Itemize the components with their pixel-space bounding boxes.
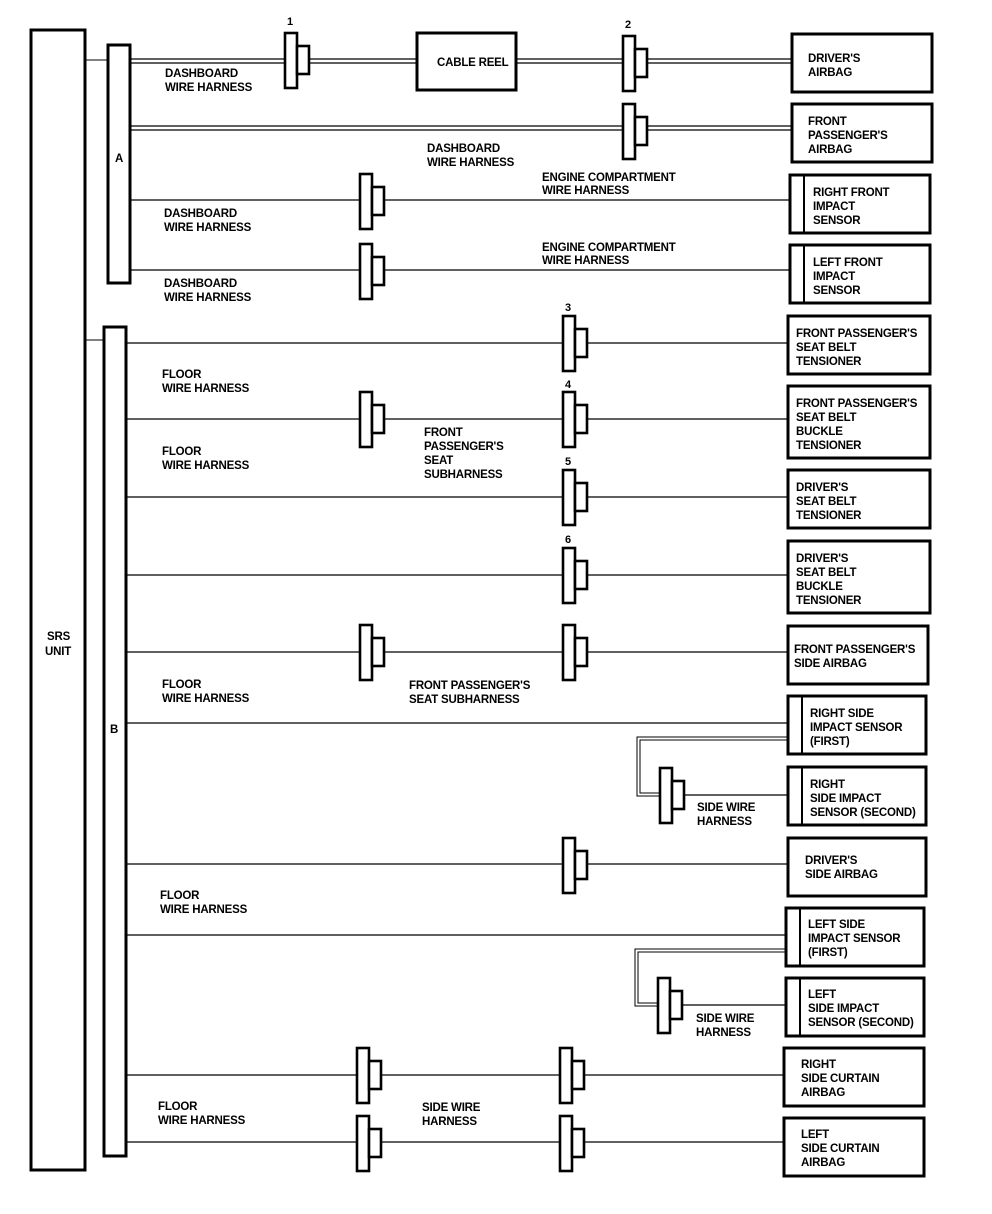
svg-text:DRIVER'SAIRBAG: DRIVER'S AIRBAG: [808, 53, 861, 79]
component-left-side-impact-sensor-second: [786, 978, 924, 1036]
svg-text:FRONT PASSENGER'SSEAT BELTTENS: FRONT PASSENGER'S SEAT BELT TENSIONER: [796, 328, 918, 368]
harness-label-floor-2: FLOOR WIRE HARNESS: [162, 446, 250, 472]
svg-text:FRONT PASSENGER'SSIDE AIRBAG: FRONT PASSENGER'S SIDE AIRBAG: [794, 644, 916, 670]
connector-r-curtain-b: [560, 1048, 584, 1103]
component-drivers-seat-belt-tensioner: [788, 470, 930, 528]
component-left-front-impact-sensor: [790, 245, 930, 303]
harness-label-side-3: SIDE WIRE HARNESS: [422, 1102, 481, 1128]
component-drivers-seat-belt-buckle-tensioner: [788, 541, 930, 613]
connector-r-curtain-a: [357, 1048, 381, 1103]
wire-right-side-impact-sensors: [126, 723, 788, 796]
connector-fp-seat-sub-1: [360, 392, 384, 447]
harness-label-floor-3: FLOOR WIRE HARNESS: [162, 679, 250, 705]
component-right-side-impact-sensor-first: [788, 696, 926, 754]
connector-left-side-wire: [658, 978, 682, 1033]
svg-text:FRONT PASSENGER'SSEAT BELTBUCK: FRONT PASSENGER'S SEAT BELT BUCKLE TENSIONER: [796, 398, 918, 452]
connector-1: [285, 33, 309, 88]
harness-label-side-2: SIDE WIRE HARNESS: [696, 1013, 755, 1039]
connector-fp-seat-sub-2a: [360, 625, 384, 680]
svg-text:LEFTSIDE IMPACTSENSOR (SECOND): LEFT SIDE IMPACT SENSOR (SECOND): [808, 989, 914, 1029]
harness-label-dashboard-3: DASHBOARD WIRE HARNESS: [164, 208, 252, 234]
connector-2: [623, 36, 647, 91]
svg-text:DRIVER'SSEAT BELTBUCKLETENSION: DRIVER'S SEAT BELT BUCKLE TENSIONER: [796, 553, 862, 607]
harness-label-dashboard-1: DASHBOARD WIRE HARNESS: [165, 68, 253, 94]
harness-label-floor-1: FLOOR WIRE HARNESS: [162, 369, 250, 395]
harness-label-fp-seat-sub-2: FRONT PASSENGER'S SEAT SUBHARNESS: [409, 680, 531, 706]
component-right-front-impact-sensor: [790, 175, 930, 233]
wire-left-side-impact-sensors: [126, 935, 788, 1006]
svg-text:LEFT SIDEIMPACT SENSOR(FIRST): LEFT SIDE IMPACT SENSOR (FIRST): [808, 919, 901, 959]
component-left-side-impact-sensor-first: [786, 908, 924, 966]
connector-number-6: 6: [565, 534, 571, 546]
component-right-side-impact-sensor-second: [788, 767, 926, 825]
connector-l-curtain-b: [560, 1116, 584, 1171]
block-a-label: A: [115, 153, 124, 165]
connector-number-4: 4: [565, 379, 571, 391]
component-drivers-airbag: [792, 34, 932, 92]
harness-label-dashboard-2: DASHBOARD WIRE HARNESS: [427, 143, 515, 169]
harness-label-dashboard-4: DASHBOARD WIRE HARNESS: [164, 278, 252, 304]
connector-number-3: 3: [565, 302, 571, 314]
component-front-passengers-airbag: [792, 104, 932, 162]
svg-text:DRIVER'SSIDE AIRBAG: DRIVER'S SIDE AIRBAG: [805, 855, 878, 881]
connector-number-5: 5: [565, 456, 571, 468]
svg-text:LEFTSIDE CURTAINAIRBAG: LEFT SIDE CURTAIN AIRBAG: [801, 1129, 880, 1169]
connector-rf-impact: [360, 174, 384, 229]
svg-text:LEFT FRONTIMPACTSENSOR: LEFT FRONT IMPACT SENSOR: [813, 257, 883, 297]
svg-text:DRIVER'SSEAT BELTTENSIONER: DRIVER'S SEAT BELT TENSIONER: [796, 482, 862, 522]
component-right-side-curtain-airbag: [784, 1048, 924, 1106]
svg-text:RIGHT FRONTIMPACTSENSOR: RIGHT FRONT IMPACT SENSOR: [813, 187, 890, 227]
svg-text:RIGHTSIDE CURTAINAIRBAG: RIGHT SIDE CURTAIN AIRBAG: [801, 1059, 880, 1099]
connector-fp-airbag: [623, 104, 647, 159]
harness-label-floor-5: FLOOR WIRE HARNESS: [158, 1101, 246, 1127]
srs-unit-label: SRS UNIT: [45, 631, 72, 658]
wire-front-passengers-airbag: [130, 126, 793, 130]
connector-number-2: 2: [625, 19, 631, 31]
connector-l-curtain-a: [357, 1116, 381, 1171]
component-fp-seat-belt-tensioner: [788, 316, 930, 374]
connector-6: [563, 548, 587, 603]
connector-block-b: [104, 327, 126, 1156]
harness-label-floor-4: FLOOR WIRE HARNESS: [160, 890, 248, 916]
connector-5: [563, 470, 587, 525]
connector-drivers-side-airbag: [563, 838, 587, 893]
component-drivers-side-airbag: [788, 838, 926, 896]
connector-number-1: 1: [287, 16, 293, 28]
component-fp-side-airbag: [788, 626, 928, 684]
connector-right-side-wire: [660, 768, 684, 823]
component-left-side-curtain-airbag: [784, 1118, 924, 1176]
connector-4: [563, 392, 587, 447]
connector-3: [563, 316, 587, 371]
svg-text:RIGHT SIDEIMPACT SENSOR(FIRST): RIGHT SIDE IMPACT SENSOR (FIRST): [810, 708, 903, 748]
svg-text:FRONTPASSENGER'SAIRBAG: FRONT PASSENGER'S AIRBAG: [808, 116, 888, 156]
cable-reel-label: CABLE REEL: [437, 57, 509, 69]
component-fp-seat-belt-buckle-tensioner: [788, 386, 930, 458]
connector-lf-impact: [360, 244, 384, 299]
harness-label-engine-1: ENGINE COMPARTMENT WIRE HARNESS: [542, 172, 676, 197]
block-b-label: B: [110, 724, 119, 736]
srs-unit-box: [31, 30, 85, 1170]
harness-label-fp-seat-sub-1: FRONT PASSENGER'S SEAT SUBHARNESS: [424, 427, 504, 481]
harness-label-engine-2: ENGINE COMPARTMENT WIRE HARNESS: [542, 242, 676, 267]
connector-fp-seat-sub-2b: [563, 625, 587, 680]
svg-text:RIGHTSIDE IMPACTSENSOR (SECOND: RIGHT SIDE IMPACT SENSOR (SECOND): [810, 779, 916, 819]
harness-label-side-1: SIDE WIRE HARNESS: [697, 802, 756, 828]
